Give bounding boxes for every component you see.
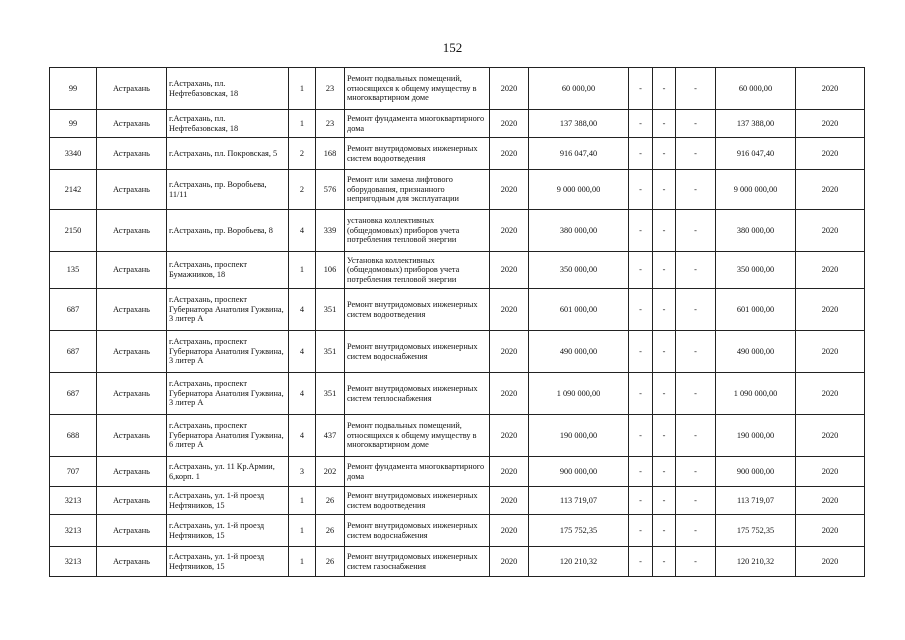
cell-city: Астрахань xyxy=(97,289,167,331)
cell-house-id: 2150 xyxy=(50,210,97,252)
cell-dash-1: - xyxy=(629,289,653,331)
cell-year: 2020 xyxy=(490,373,529,415)
cell-house-id: 688 xyxy=(50,415,97,457)
table-row xyxy=(50,457,865,487)
cell-city: Астрахань xyxy=(97,547,167,577)
cell-dash-2: - xyxy=(653,487,676,515)
cell-apartments: 26 xyxy=(316,515,345,547)
cell-dash-2: - xyxy=(653,457,676,487)
cell-cost: 60 000,00 xyxy=(529,68,629,110)
cell-work-type: Ремонт подвальных помещений, относящихся к общему имуществу в многоквартирном доме xyxy=(345,68,490,110)
cell-address: г.Астрахань, пр. Воробьева, 8 xyxy=(167,210,289,252)
cell-dash-3: - xyxy=(676,487,716,515)
cell-house-id: 687 xyxy=(50,331,97,373)
cell-house-id: 687 xyxy=(50,289,97,331)
cell-apartments: 106 xyxy=(316,252,345,289)
cell-city: Астрахань xyxy=(97,138,167,170)
cell-total: 137 388,00 xyxy=(716,110,796,138)
cell-dash-1: - xyxy=(629,210,653,252)
cell-dash-2: - xyxy=(653,289,676,331)
cell-end-year: 2020 xyxy=(796,457,865,487)
cell-dash-1: - xyxy=(629,547,653,577)
cell-cost: 137 388,00 xyxy=(529,110,629,138)
cell-total: 1 090 000,00 xyxy=(716,373,796,415)
cell-year: 2020 xyxy=(490,289,529,331)
cell-house-id: 99 xyxy=(50,68,97,110)
cell-city: Астрахань xyxy=(97,515,167,547)
cell-apartments: 576 xyxy=(316,170,345,210)
cell-cost: 601 000,00 xyxy=(529,289,629,331)
cell-total: 9 000 000,00 xyxy=(716,170,796,210)
cell-apartments: 202 xyxy=(316,457,345,487)
page-number: 152 xyxy=(442,40,463,55)
cell-cost: 120 210,32 xyxy=(529,547,629,577)
cell-address: г.Астрахань, проспект Губернатора Анатолия Гужвина, 3 литер А xyxy=(167,289,289,331)
cell-dash-3: - xyxy=(676,547,716,577)
cell-address: г.Астрахань, ул. 1-й проезд Нефтяников, 15 xyxy=(167,515,289,547)
cell-work-type: Ремонт внутридомовых инженерных систем газоснабжения xyxy=(345,547,490,577)
cell-floors: 2 xyxy=(289,170,316,210)
cell-house-id: 3213 xyxy=(50,487,97,515)
cell-year: 2020 xyxy=(490,331,529,373)
cell-house-id: 3340 xyxy=(50,138,97,170)
cell-city: Астрахань xyxy=(97,170,167,210)
cell-address: г.Астрахань, ул. 1-й проезд Нефтяников, 15 xyxy=(167,547,289,577)
cell-floors: 3 xyxy=(289,457,316,487)
cell-cost: 1 090 000,00 xyxy=(529,373,629,415)
cell-work-type: Ремонт внутридомовых инженерных систем водоотведения xyxy=(345,289,490,331)
cell-city: Астрахань xyxy=(97,331,167,373)
cell-address: г.Астрахань, ул. 1-й проезд Нефтяников, 15 xyxy=(167,487,289,515)
table-row xyxy=(50,289,865,331)
cell-apartments: 26 xyxy=(316,547,345,577)
cell-end-year: 2020 xyxy=(796,68,865,110)
cell-address: г.Астрахань, проспект Губернатора Анатолия Гужвина, 3 литер А xyxy=(167,331,289,373)
cell-end-year: 2020 xyxy=(796,210,865,252)
cell-end-year: 2020 xyxy=(796,110,865,138)
cell-dash-2: - xyxy=(653,110,676,138)
cell-city: Астрахань xyxy=(97,373,167,415)
cell-end-year: 2020 xyxy=(796,170,865,210)
cell-dash-2: - xyxy=(653,68,676,110)
cell-cost: 916 047,40 xyxy=(529,138,629,170)
cell-city: Астрахань xyxy=(97,415,167,457)
cell-year: 2020 xyxy=(490,547,529,577)
cell-floors: 4 xyxy=(289,415,316,457)
cell-house-id: 707 xyxy=(50,457,97,487)
cell-address: г.Астрахань, пл. Покровская, 5 xyxy=(167,138,289,170)
table-row xyxy=(50,487,865,515)
cell-work-type: Ремонт фундамента многоквартирного дома xyxy=(345,457,490,487)
cell-dash-1: - xyxy=(629,138,653,170)
cell-work-type: Ремонт или замена лифтового оборудования, признанного непригодным для эксплуатации xyxy=(345,170,490,210)
cell-house-id: 135 xyxy=(50,252,97,289)
cell-city: Астрахань xyxy=(97,68,167,110)
cell-total: 113 719,07 xyxy=(716,487,796,515)
cell-work-type: Ремонт внутридомовых инженерных систем теплоснабжения xyxy=(345,373,490,415)
cell-city: Астрахань xyxy=(97,110,167,138)
cell-total: 350 000,00 xyxy=(716,252,796,289)
cell-dash-3: - xyxy=(676,170,716,210)
cell-cost: 175 752,35 xyxy=(529,515,629,547)
cell-cost: 380 000,00 xyxy=(529,210,629,252)
table-row xyxy=(50,547,865,577)
cell-work-type: Ремонт внутридомовых инженерных систем водоотведения xyxy=(345,138,490,170)
cell-dash-2: - xyxy=(653,170,676,210)
table-body xyxy=(50,68,865,577)
cell-dash-3: - xyxy=(676,252,716,289)
cell-address: г.Астрахань, пл. Нефтебазовская, 18 xyxy=(167,110,289,138)
cell-end-year: 2020 xyxy=(796,138,865,170)
cell-end-year: 2020 xyxy=(796,515,865,547)
cell-apartments: 437 xyxy=(316,415,345,457)
cell-floors: 1 xyxy=(289,547,316,577)
cell-work-type: Установка коллективных (общедомовых) приборов учета потребления тепловой энергии xyxy=(345,252,490,289)
table-row xyxy=(50,110,865,138)
cell-apartments: 351 xyxy=(316,289,345,331)
cell-end-year: 2020 xyxy=(796,289,865,331)
cell-floors: 4 xyxy=(289,373,316,415)
cell-house-id: 687 xyxy=(50,373,97,415)
cell-floors: 2 xyxy=(289,138,316,170)
cell-dash-3: - xyxy=(676,138,716,170)
table-row xyxy=(50,68,865,110)
cell-city: Астрахань xyxy=(97,457,167,487)
cell-year: 2020 xyxy=(490,515,529,547)
cell-floors: 4 xyxy=(289,331,316,373)
cell-work-type: Ремонт внутридомовых инженерных систем водоотведения xyxy=(345,487,490,515)
cell-dash-1: - xyxy=(629,457,653,487)
cell-year: 2020 xyxy=(490,252,529,289)
cell-total: 380 000,00 xyxy=(716,210,796,252)
cell-dash-2: - xyxy=(653,515,676,547)
cell-end-year: 2020 xyxy=(796,252,865,289)
cell-dash-1: - xyxy=(629,415,653,457)
cell-end-year: 2020 xyxy=(796,373,865,415)
cell-cost: 490 000,00 xyxy=(529,331,629,373)
cell-house-id: 99 xyxy=(50,110,97,138)
cell-floors: 4 xyxy=(289,289,316,331)
cell-house-id: 3213 xyxy=(50,547,97,577)
cell-dash-3: - xyxy=(676,331,716,373)
cell-dash-2: - xyxy=(653,331,676,373)
cell-year: 2020 xyxy=(490,138,529,170)
cell-city: Астрахань xyxy=(97,487,167,515)
cell-dash-3: - xyxy=(676,373,716,415)
cell-address: г.Астрахань, пл. Нефтебазовская, 18 xyxy=(167,68,289,110)
cell-floors: 1 xyxy=(289,487,316,515)
cell-year: 2020 xyxy=(490,210,529,252)
cell-dash-1: - xyxy=(629,373,653,415)
cell-apartments: 351 xyxy=(316,373,345,415)
cell-address: г.Астрахань, проспект Губернатора Анатолия Гужвина, 6 литер А xyxy=(167,415,289,457)
table-row xyxy=(50,331,865,373)
cell-dash-3: - xyxy=(676,515,716,547)
cell-apartments: 351 xyxy=(316,331,345,373)
cell-dash-2: - xyxy=(653,252,676,289)
cell-floors: 1 xyxy=(289,68,316,110)
cell-dash-3: - xyxy=(676,210,716,252)
cell-floors: 1 xyxy=(289,110,316,138)
cell-apartments: 23 xyxy=(316,110,345,138)
cell-apartments: 26 xyxy=(316,487,345,515)
cell-total: 60 000,00 xyxy=(716,68,796,110)
cell-work-type: Ремонт внутридомовых инженерных систем водоснабжения xyxy=(345,331,490,373)
cell-dash-3: - xyxy=(676,457,716,487)
cell-dash-2: - xyxy=(653,210,676,252)
cell-total: 900 000,00 xyxy=(716,457,796,487)
cell-dash-1: - xyxy=(629,252,653,289)
cell-total: 120 210,32 xyxy=(716,547,796,577)
cell-total: 916 047,40 xyxy=(716,138,796,170)
cell-dash-2: - xyxy=(653,138,676,170)
cell-year: 2020 xyxy=(490,415,529,457)
cell-dash-1: - xyxy=(629,515,653,547)
cell-floors: 1 xyxy=(289,252,316,289)
cell-apartments: 168 xyxy=(316,138,345,170)
cell-dash-3: - xyxy=(676,415,716,457)
cell-total: 601 000,00 xyxy=(716,289,796,331)
table-row xyxy=(50,515,865,547)
table-row xyxy=(50,415,865,457)
cell-floors: 4 xyxy=(289,210,316,252)
cell-house-id: 2142 xyxy=(50,170,97,210)
cell-dash-1: - xyxy=(629,110,653,138)
cell-dash-2: - xyxy=(653,547,676,577)
cell-dash-1: - xyxy=(629,331,653,373)
cell-year: 2020 xyxy=(490,457,529,487)
cell-apartments: 339 xyxy=(316,210,345,252)
cell-dash-3: - xyxy=(676,110,716,138)
cell-floors: 1 xyxy=(289,515,316,547)
cell-cost: 113 719,07 xyxy=(529,487,629,515)
cell-work-type: установка коллективных (общедомовых) приборов учета потребления тепловой энергии xyxy=(345,210,490,252)
cell-dash-1: - xyxy=(629,487,653,515)
cell-end-year: 2020 xyxy=(796,487,865,515)
cell-year: 2020 xyxy=(490,110,529,138)
cell-end-year: 2020 xyxy=(796,547,865,577)
cell-dash-1: - xyxy=(629,68,653,110)
cell-address: г.Астрахань, проспект Бумажников, 18 xyxy=(167,252,289,289)
cell-total: 190 000,00 xyxy=(716,415,796,457)
table-row xyxy=(50,252,865,289)
cell-address: г.Астрахань, пр. Воробьева, 11/11 xyxy=(167,170,289,210)
cell-dash-3: - xyxy=(676,68,716,110)
cell-city: Астрахань xyxy=(97,210,167,252)
cell-apartments: 23 xyxy=(316,68,345,110)
cell-dash-2: - xyxy=(653,373,676,415)
cell-year: 2020 xyxy=(490,487,529,515)
cell-dash-1: - xyxy=(629,170,653,210)
cell-year: 2020 xyxy=(490,170,529,210)
table-row xyxy=(50,170,865,210)
cell-work-type: Ремонт фундамента многоквартирного дома xyxy=(345,110,490,138)
repair-program-table xyxy=(49,67,865,577)
cell-address: г.Астрахань, проспект Губернатора Анатолия Гужвина, 3 литер А xyxy=(167,373,289,415)
table-row xyxy=(50,373,865,415)
cell-cost: 9 000 000,00 xyxy=(529,170,629,210)
cell-work-type: Ремонт внутридомовых инженерных систем водоснабжения xyxy=(345,515,490,547)
cell-dash-3: - xyxy=(676,289,716,331)
cell-work-type: Ремонт подвальных помещений, относящихся к общему имуществу в многоквартирном доме xyxy=(345,415,490,457)
cell-city: Астрахань xyxy=(97,252,167,289)
cell-cost: 900 000,00 xyxy=(529,457,629,487)
table-row xyxy=(50,210,865,252)
cell-house-id: 3213 xyxy=(50,515,97,547)
table-row xyxy=(50,138,865,170)
cell-cost: 190 000,00 xyxy=(529,415,629,457)
cell-total: 490 000,00 xyxy=(716,331,796,373)
cell-cost: 350 000,00 xyxy=(529,252,629,289)
cell-address: г.Астрахань, ул. 11 Кр.Армии, 6,корп. 1 xyxy=(167,457,289,487)
cell-end-year: 2020 xyxy=(796,331,865,373)
cell-year: 2020 xyxy=(490,68,529,110)
cell-end-year: 2020 xyxy=(796,415,865,457)
cell-total: 175 752,35 xyxy=(716,515,796,547)
cell-dash-2: - xyxy=(653,415,676,457)
